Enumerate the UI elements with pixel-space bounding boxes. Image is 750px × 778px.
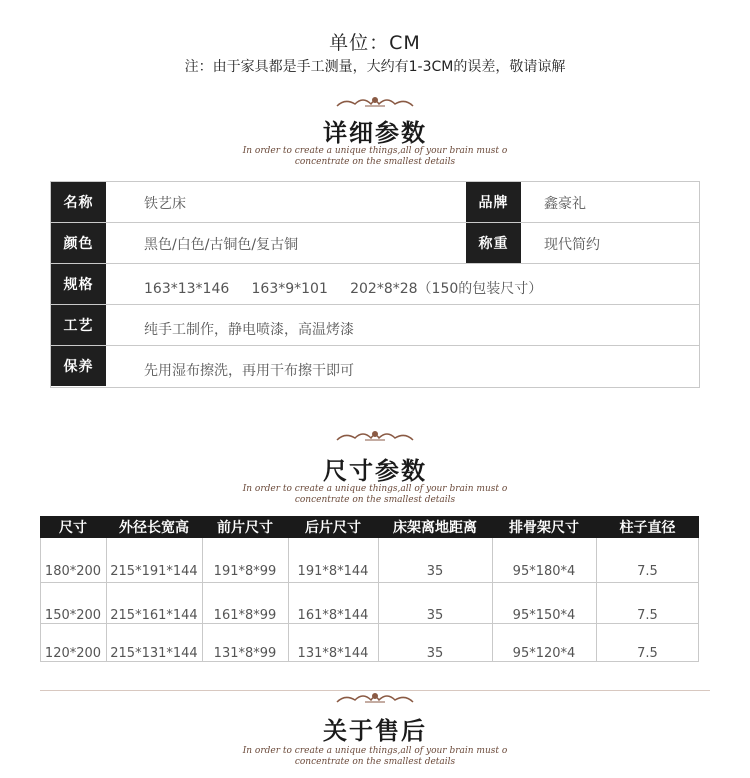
care-value: 先用湿布擦洗，再用干布擦干即可 (144, 363, 354, 379)
table-cell: 161*8*99 (213, 608, 277, 623)
script-line: In order to create a unique things,all of your brain must o (242, 146, 508, 156)
brand-label: 品牌 (466, 182, 521, 222)
details-title: 详细参数 (323, 119, 427, 147)
script-line: concentrate on the smallest details (294, 157, 456, 167)
grid-line (40, 538, 41, 662)
params-row (51, 264, 699, 305)
grid-line (40, 582, 699, 583)
script-line: In order to create a unique things,all of your brain must o (242, 484, 508, 494)
grid-line (202, 538, 203, 662)
brand-value: 鑫豪礼 (544, 196, 586, 212)
spec-label: 规格 (51, 264, 106, 304)
table-cell: 215*131*144 (110, 646, 198, 661)
unit-label: 单位：CM (329, 32, 421, 54)
params-row (51, 305, 699, 346)
grid-line (596, 538, 597, 662)
params-row (51, 346, 699, 386)
grid-line (40, 623, 699, 624)
table-cell: 161*8*144 (297, 608, 369, 623)
header-cell: 外径长宽高 (119, 520, 189, 536)
header-cell: 前片尺寸 (217, 520, 273, 536)
table-cell: 7.5 (637, 608, 658, 623)
params-row (51, 182, 699, 223)
script-line: concentrate on the smallest details (294, 495, 456, 505)
measurement-note: 注：由于家具都是手工测量，大约有1-3CM的误差，敬请谅解 (184, 59, 566, 75)
name-label: 名称 (51, 182, 106, 222)
table-cell: 191*8*144 (297, 564, 369, 579)
table-cell: 180*200 (44, 564, 102, 579)
table-cell: 95*120*4 (512, 646, 576, 661)
params-row (51, 223, 699, 264)
ornament-icon (335, 428, 415, 444)
grid-line (378, 538, 379, 662)
table-cell: 191*8*99 (213, 564, 277, 579)
style-label: 称重 (466, 223, 521, 263)
spec-value: 163*13*146 163*9*101 202*8*28（150的包装尺寸） (144, 281, 543, 297)
table-cell: 150*200 (44, 608, 102, 623)
table-cell: 7.5 (637, 564, 658, 579)
header-cell: 床架离地距离 (393, 520, 477, 536)
table-cell: 215*191*144 (110, 564, 198, 579)
grid-line (40, 661, 699, 662)
craft-label: 工艺 (51, 305, 106, 345)
style-value: 现代简约 (544, 237, 600, 253)
ornament-icon (335, 94, 415, 110)
table-cell: 95*150*4 (512, 608, 576, 623)
header-cell: 尺寸 (59, 520, 87, 536)
name-value: 铁艺床 (144, 196, 186, 212)
color-value: 黑色/白色/古铜色/复古铜 (144, 237, 299, 253)
header-cell: 后片尺寸 (305, 520, 361, 536)
table-cell: 35 (426, 608, 444, 623)
table-cell: 215*161*144 (110, 608, 198, 623)
script-line: In order to create a unique things,all of your brain must o (242, 746, 508, 756)
ornament-icon (335, 690, 415, 706)
color-label: 颜色 (51, 223, 106, 263)
size-table (40, 516, 699, 662)
aftersale-title: 关于售后 (323, 717, 427, 745)
header-cell: 排骨架尺寸 (509, 520, 579, 536)
table-cell: 131*8*144 (297, 646, 369, 661)
size-table-header (40, 516, 699, 538)
script-line: concentrate on the smallest details (294, 757, 456, 767)
grid-line (288, 538, 289, 662)
table-cell: 120*200 (44, 646, 102, 661)
size-title: 尺寸参数 (323, 457, 427, 485)
craft-value: 纯手工制作，静电喷漆，高温烤漆 (144, 322, 354, 338)
table-cell: 131*8*99 (213, 646, 277, 661)
table-cell: 95*180*4 (512, 564, 576, 579)
table-cell: 35 (426, 646, 444, 661)
grid-line (106, 538, 107, 662)
table-cell: 35 (426, 564, 444, 579)
table-cell: 7.5 (637, 646, 658, 661)
params-table (50, 181, 700, 388)
header-cell: 柱子直径 (619, 520, 676, 536)
care-label: 保养 (51, 346, 106, 386)
grid-line (698, 538, 699, 662)
grid-line (492, 538, 493, 662)
